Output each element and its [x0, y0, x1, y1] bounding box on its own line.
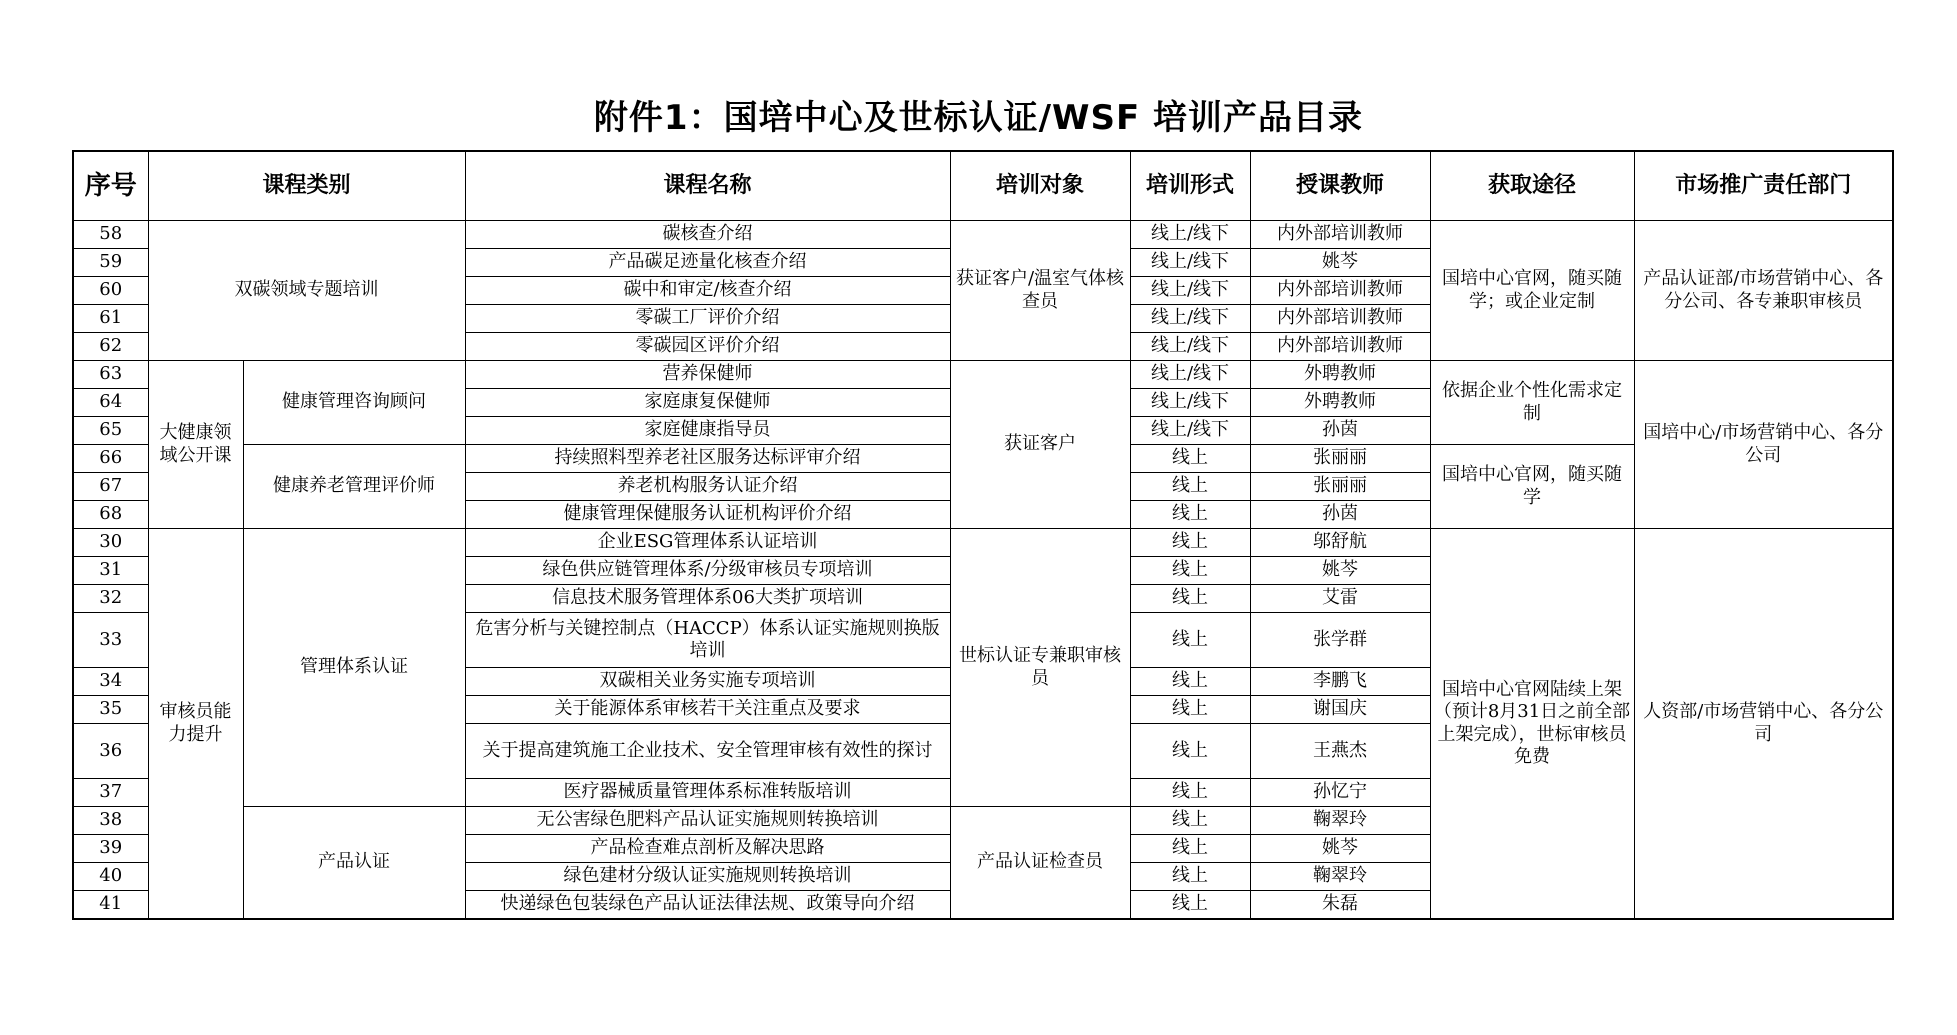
row-no: 37 [73, 779, 148, 807]
row-no: 64 [73, 389, 148, 417]
course-name: 关于提高建筑施工企业技术、安全管理审核有效性的探讨 [465, 724, 950, 779]
course-name: 产品检查难点剖析及解决思路 [465, 835, 950, 863]
teacher-cell: 姚芩 [1250, 835, 1430, 863]
teacher-cell: 鞠翠玲 [1250, 807, 1430, 835]
form-cell: 线上/线下 [1130, 333, 1250, 361]
teacher-cell: 李鹏飞 [1250, 668, 1430, 696]
form-cell: 线上 [1130, 835, 1250, 863]
category-dajiankang: 大健康领域公开课 [148, 361, 243, 529]
course-name: 危害分析与关键控制点（HACCP）体系认证实施规则换版培训 [465, 613, 950, 668]
header-channel: 获取途径 [1430, 151, 1634, 221]
teacher-cell: 张学群 [1250, 613, 1430, 668]
course-name: 医疗器械质量管理体系标准转版培训 [465, 779, 950, 807]
header-teacher: 授课教师 [1250, 151, 1430, 221]
teacher-cell: 外聘教师 [1250, 389, 1430, 417]
row-no: 60 [73, 277, 148, 305]
row-no: 33 [73, 613, 148, 668]
row-no: 61 [73, 305, 148, 333]
teacher-cell: 朱磊 [1250, 891, 1430, 920]
header-target: 培训对象 [950, 151, 1130, 221]
course-name: 家庭健康指导员 [465, 417, 950, 445]
row-no: 59 [73, 249, 148, 277]
teacher-cell: 张丽丽 [1250, 445, 1430, 473]
department-cell: 产品认证部/市场营销中心、各分公司、各专兼职审核员 [1634, 221, 1893, 361]
form-cell: 线上 [1130, 445, 1250, 473]
form-cell: 线上/线下 [1130, 389, 1250, 417]
row-no: 38 [73, 807, 148, 835]
row-no: 31 [73, 557, 148, 585]
teacher-cell: 内外部培训教师 [1250, 277, 1430, 305]
teacher-cell: 内外部培训教师 [1250, 305, 1430, 333]
teacher-cell: 邬舒航 [1250, 529, 1430, 557]
table-row [73, 221, 1893, 249]
row-no: 66 [73, 445, 148, 473]
course-name: 健康管理保健服务认证机构评价介绍 [465, 501, 950, 529]
teacher-cell: 张丽丽 [1250, 473, 1430, 501]
form-cell: 线上 [1130, 529, 1250, 557]
teacher-cell: 孙忆宁 [1250, 779, 1430, 807]
form-cell: 线上 [1130, 613, 1250, 668]
catalog-table [72, 150, 1894, 920]
course-name: 信息技术服务管理体系06大类扩项培训 [465, 585, 950, 613]
category-shuangtan: 双碳领域专题培训 [148, 221, 465, 361]
course-name: 无公害绿色肥料产品认证实施规则转换培训 [465, 807, 950, 835]
form-cell: 线上/线下 [1130, 361, 1250, 389]
form-cell: 线上 [1130, 863, 1250, 891]
course-name: 零碳园区评价介绍 [465, 333, 950, 361]
teacher-cell: 外聘教师 [1250, 361, 1430, 389]
target-cell: 获证客户/温室气体核查员 [950, 221, 1130, 361]
subcategory-guanli-tixi: 管理体系认证 [243, 529, 465, 807]
header-no: 序号 [73, 151, 148, 221]
target-cell: 获证客户 [950, 361, 1130, 529]
teacher-cell: 王燕杰 [1250, 724, 1430, 779]
form-cell: 线上 [1130, 696, 1250, 724]
form-cell: 线上/线下 [1130, 277, 1250, 305]
course-name: 家庭康复保健师 [465, 389, 950, 417]
course-name: 绿色供应链管理体系/分级审核员专项培训 [465, 557, 950, 585]
teacher-cell: 姚芩 [1250, 557, 1430, 585]
target-cell: 产品认证检查员 [950, 807, 1130, 920]
row-no: 30 [73, 529, 148, 557]
subcategory-jiankang-yanglao: 健康养老管理评价师 [243, 445, 465, 529]
page-title: 附件1：国培中心及世标认证/WSF 培训产品目录 [593, 98, 1364, 138]
course-name: 绿色建材分级认证实施规则转换培训 [465, 863, 950, 891]
header-department: 市场推广责任部门 [1634, 151, 1893, 221]
table-row [73, 361, 1893, 389]
channel-cell: 国培中心官网，随买随学 [1430, 445, 1634, 529]
table-row [73, 529, 1893, 557]
subcategory-chanpin-renzheng: 产品认证 [243, 807, 465, 920]
course-name: 关于能源体系审核若干关注重点及要求 [465, 696, 950, 724]
course-name: 双碳相关业务实施专项培训 [465, 668, 950, 696]
row-no: 68 [73, 501, 148, 529]
row-no: 36 [73, 724, 148, 779]
form-cell: 线上/线下 [1130, 249, 1250, 277]
form-cell: 线上 [1130, 891, 1250, 920]
teacher-cell: 姚芩 [1250, 249, 1430, 277]
teacher-cell: 内外部培训教师 [1250, 221, 1430, 249]
channel-cell: 国培中心官网，随买随学；或企业定制 [1430, 221, 1634, 361]
row-no: 40 [73, 863, 148, 891]
row-no: 32 [73, 585, 148, 613]
form-cell: 线上/线下 [1130, 305, 1250, 333]
header-row [73, 151, 1893, 221]
form-cell: 线上 [1130, 585, 1250, 613]
header-course-name: 课程名称 [465, 151, 950, 221]
teacher-cell: 鞠翠玲 [1250, 863, 1430, 891]
form-cell: 线上 [1130, 779, 1250, 807]
form-cell: 线上/线下 [1130, 221, 1250, 249]
course-name: 持续照料型养老社区服务达标评审介绍 [465, 445, 950, 473]
row-no: 34 [73, 668, 148, 696]
form-cell: 线上 [1130, 724, 1250, 779]
course-name: 碳中和审定/核查介绍 [465, 277, 950, 305]
form-cell: 线上 [1130, 668, 1250, 696]
department-cell: 国培中心/市场营销中心、各分公司 [1634, 361, 1893, 529]
teacher-cell: 谢国庆 [1250, 696, 1430, 724]
course-name: 企业ESG管理体系认证培训 [465, 529, 950, 557]
course-name: 快递绿色包装绿色产品认证法律法规、政策导向介绍 [465, 891, 950, 920]
form-cell: 线上 [1130, 807, 1250, 835]
row-no: 67 [73, 473, 148, 501]
course-name: 产品碳足迹量化核查介绍 [465, 249, 950, 277]
teacher-cell: 孙茵 [1250, 417, 1430, 445]
row-no: 35 [73, 696, 148, 724]
teacher-cell: 艾雷 [1250, 585, 1430, 613]
row-no: 39 [73, 835, 148, 863]
row-no: 65 [73, 417, 148, 445]
department-cell: 人资部/市场营销中心、各分公司 [1634, 529, 1893, 920]
target-cell: 世标认证专兼职审核员 [950, 529, 1130, 807]
subcategory-jiankang-guanli: 健康管理咨询顾问 [243, 361, 465, 445]
form-cell: 线上/线下 [1130, 417, 1250, 445]
channel-cell: 国培中心官网陆续上架（预计8月31日之前全部上架完成），世标审核员免费 [1430, 529, 1634, 920]
form-cell: 线上 [1130, 557, 1250, 585]
row-no: 63 [73, 361, 148, 389]
row-no: 62 [73, 333, 148, 361]
teacher-cell: 内外部培训教师 [1250, 333, 1430, 361]
form-cell: 线上 [1130, 501, 1250, 529]
row-no: 41 [73, 891, 148, 920]
course-name: 营养保健师 [465, 361, 950, 389]
form-cell: 线上 [1130, 473, 1250, 501]
category-shenheyuan: 审核员能力提升 [148, 529, 243, 920]
channel-cell: 依据企业个性化需求定制 [1430, 361, 1634, 445]
course-name: 碳核查介绍 [465, 221, 950, 249]
header-form: 培训形式 [1130, 151, 1250, 221]
course-name: 养老机构服务认证介绍 [465, 473, 950, 501]
header-category: 课程类别 [148, 151, 465, 221]
teacher-cell: 孙茵 [1250, 501, 1430, 529]
course-name: 零碳工厂评价介绍 [465, 305, 950, 333]
row-no: 58 [73, 221, 148, 249]
